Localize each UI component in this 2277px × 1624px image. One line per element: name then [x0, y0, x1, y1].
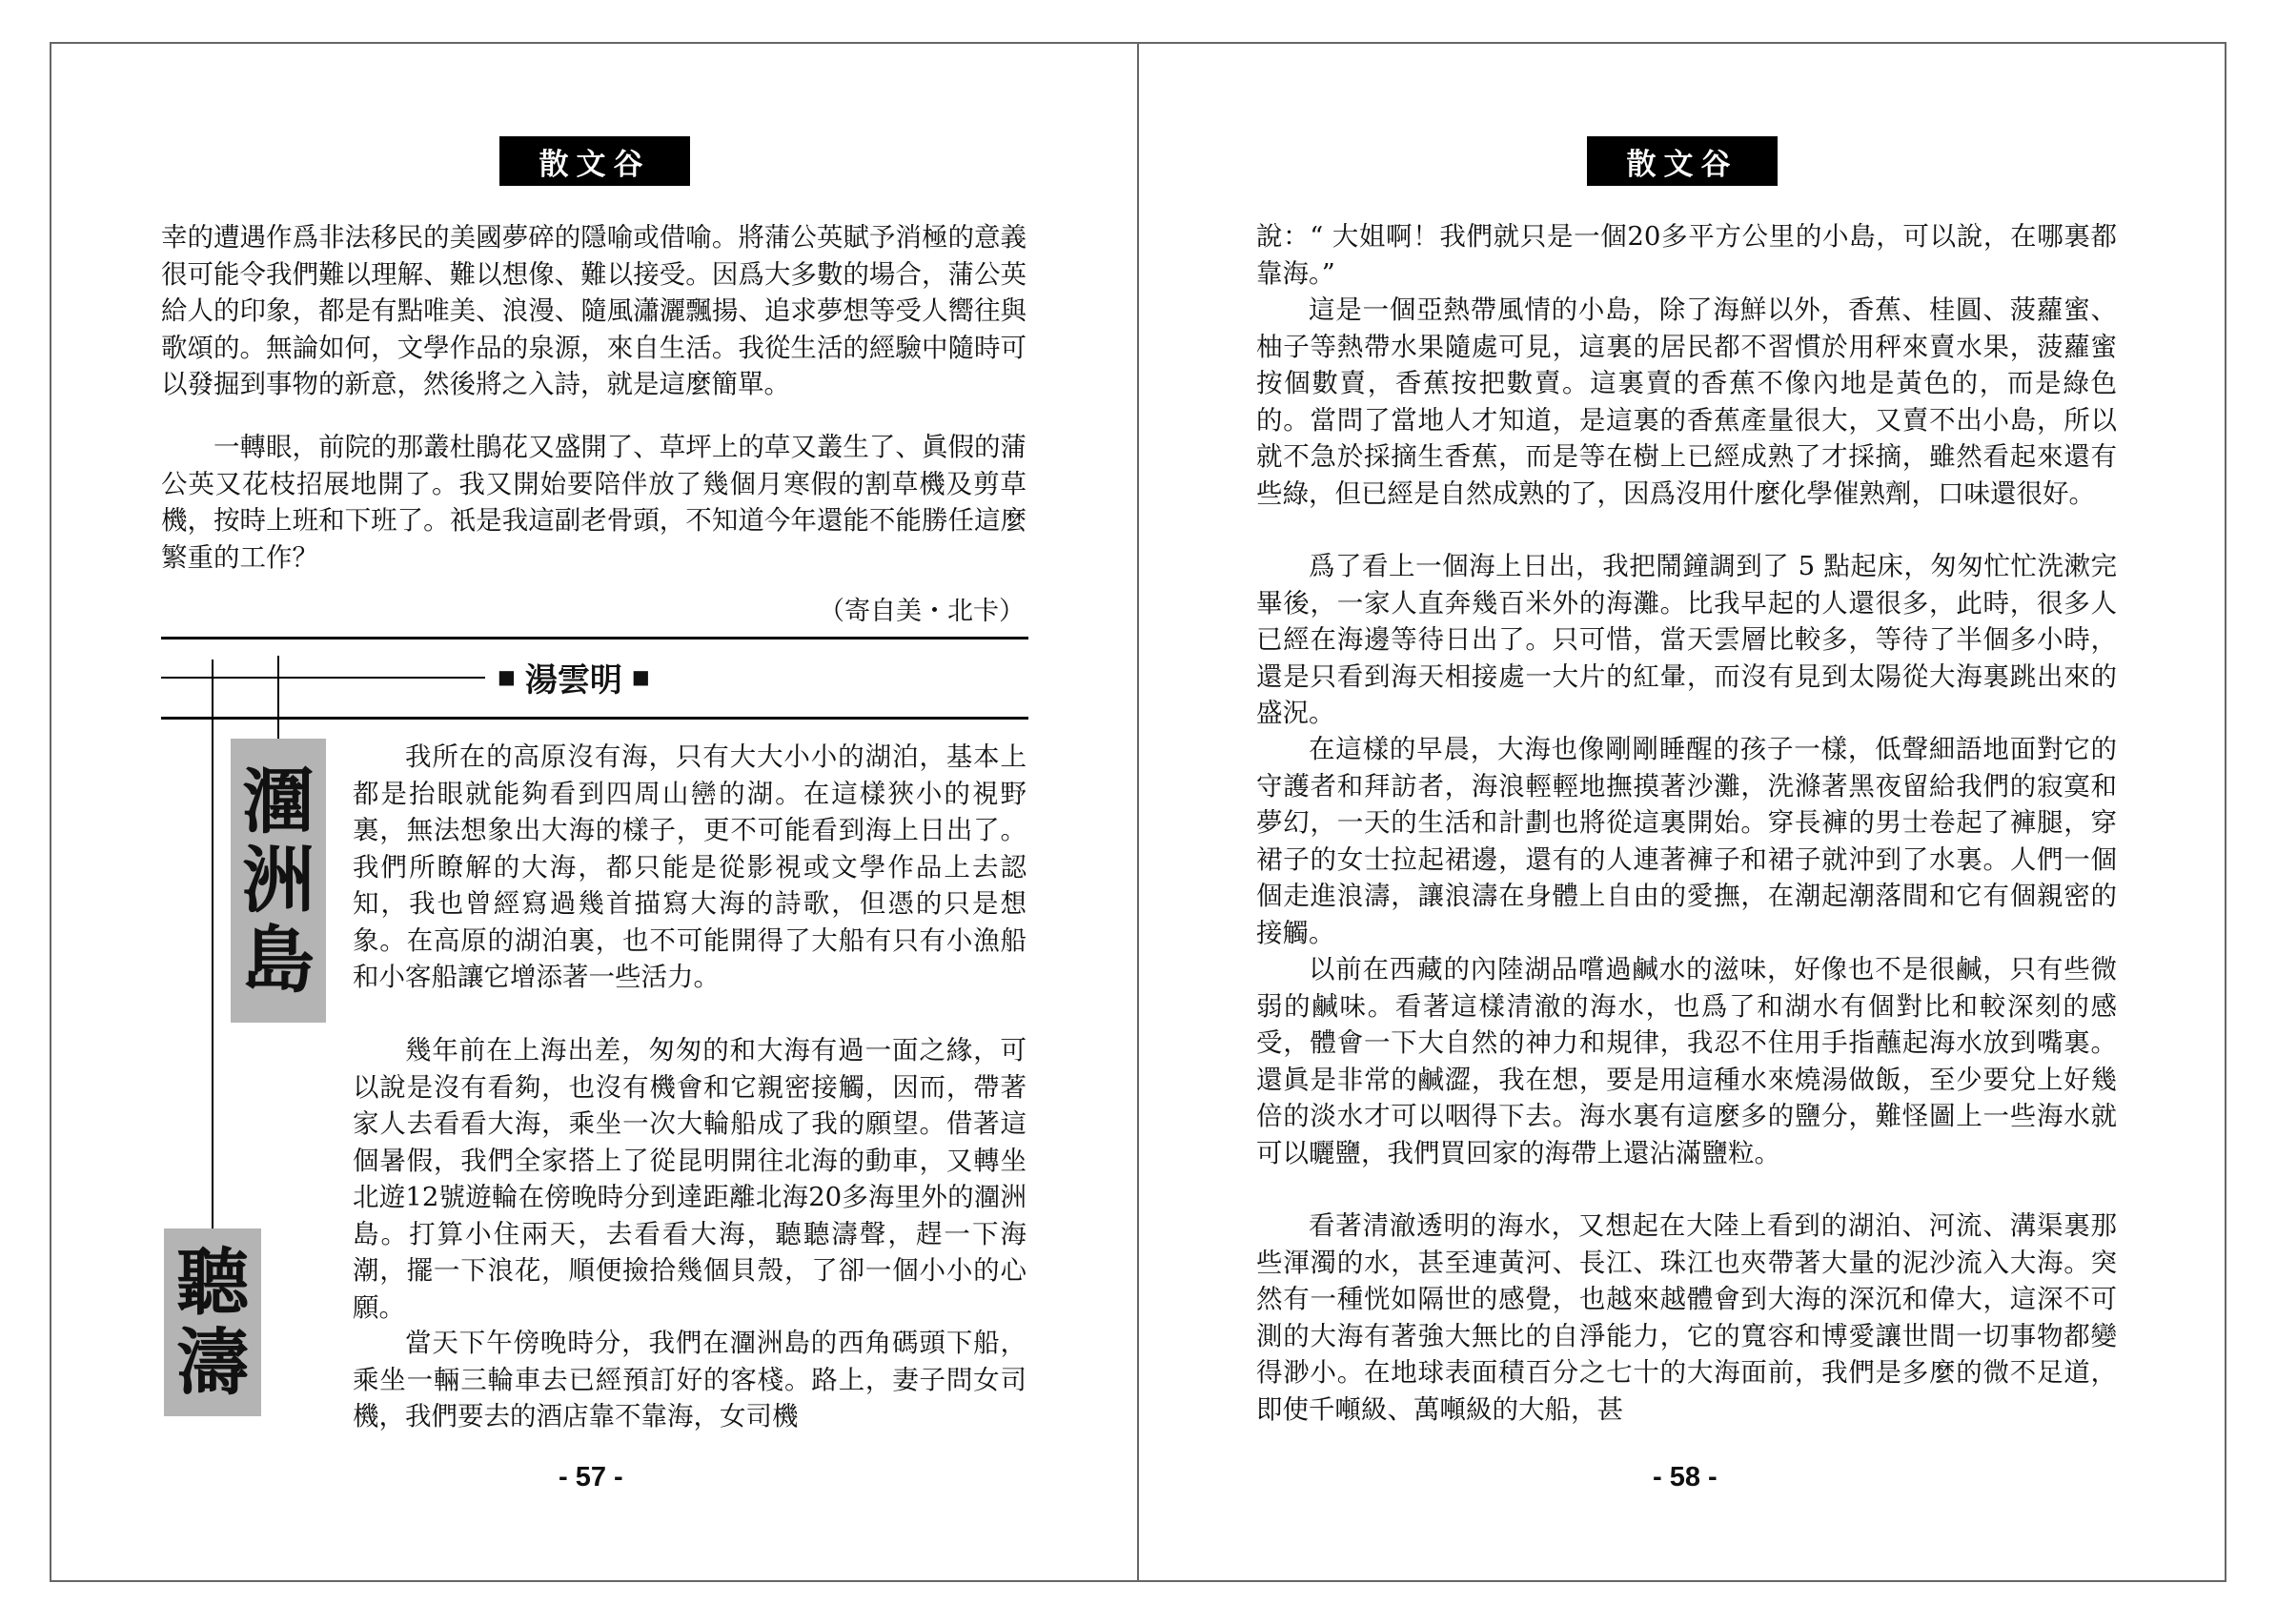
- section-rule: [161, 717, 1028, 720]
- column-header-left: 散文谷: [499, 136, 690, 186]
- page-number: - 57 -: [559, 1462, 623, 1492]
- title-character: 洲: [242, 838, 315, 924]
- title-character: 島: [242, 917, 315, 1003]
- paragraph: 一轉眼，前院的那叢杜鵑花又盛開了、草坪上的草又叢生了、眞假的蒲公英又花枝招展地開了。我又開始要陪伴放了幾個月寒假的割草機及剪草機，按時上班和下班了。祇是我這副老骨頭，不知道今年還能不能勝任這麼繁重的工作？: [161, 432, 1027, 573]
- paragraph: 幾年前在上海出差，匆匆的和大海有過一面之緣，可以說是沒有看夠，也沒有機會和它親密接觸，因而，帶著家人去看看大海，乘坐一次大輪船成了我的願望。借著這個暑假，我們全家搭上了從昆明開往北海的動車，又轉坐北遊12號遊輪在傍晚時分到達距離北海20多海里外的潿洲島。打算小住兩天，去看看大海，聽聽濤聲，趕一下海潮，擺一下浪花，順便撿拾幾個貝殼，了卻一個小小的心願。: [353, 1035, 1027, 1323]
- paragraph: 說：“ 大姐啊！我們就只是一個20多平方公里的小島，可以說，在哪裏都靠海。”: [1256, 221, 2117, 289]
- section-rule: [161, 637, 1028, 639]
- page-divider: [1137, 42, 1139, 1582]
- article-title: [231, 739, 326, 1023]
- square-mark-icon: ■: [631, 665, 650, 688]
- article-subtitle: [164, 1228, 261, 1416]
- author-byline: [498, 656, 783, 698]
- title-character: 潿: [242, 758, 315, 843]
- paragraph: 這是一個亞熱帶風情的小島，除了海鮮以外，香蕉、桂圓、菠蘿蜜、柚子等熱帶水果隨處可見，這裏的居民都不習慣於用秤來賣水果，菠蘿蜜按個數賣，香蕉按把數賣。這裏賣的香蕉不像內地是黃色的，而是綠色的。當問了當地人才知道，是這裏的香蕉產量很大，又賣不出小島，所以就不急於採摘生香蕉，而是等在樹上已經成熟了才採摘，雖然看起來還有些綠，但已經是自然成熟的了，因爲沒用什麼化學催熟劑，口味還很好。: [1256, 294, 2117, 509]
- square-mark-icon: ■: [498, 665, 516, 688]
- paragraph: 以前在西藏的內陸湖品嚐過鹹水的滋味，好像也不是很鹹，只有些微弱的鹹味。看著這樣清澈的海水，也爲了和湖水有個對比和較深刻的感受，體會一下大自然的神力和規律，我忍不住用手指蘸起海水放到嘴裏。還眞是非常的鹹澀，我在想，要是用這種水來燒湯做飯，至少要兌上好幾倍的淡水才可以咽得下去。海水裏有這麼多的鹽分，難怪圖上一些海水就可以曬鹽，我們買回家的海帶上還沾滿鹽粒。: [1256, 954, 2117, 1168]
- author-rule: [161, 677, 485, 679]
- paragraph: 當天下午傍晚時分，我們在潿洲島的西角碼頭下船，乘坐一輛三輪車去已經預訂好的客棧。路上，妻子問女司機，我們要去的酒店靠不靠海，女司機: [353, 1328, 1027, 1431]
- paragraph: 幸的遭遇作爲非法移民的美國夢碎的隱喻或借喻。將蒲公英賦予消極的意義很可能令我們難以理解、難以想像、難以接受。因爲大多數的場合，蒲公英給人的印象，都是有點唯美、浪漫、隨風瀟灑飄揚、追求夢想等受人嚮往與歌頌的。無論如何，文學作品的泉源，來自生活。我從生活的經驗中隨時可以發掘到事物的新意，然後將之入詩，就是這麼簡單。: [161, 222, 1027, 399]
- paragraph: 我所在的高原沒有海，只有大大小小的湖泊，基本上都是抬眼就能夠看到四周山巒的湖。在這樣狹小的視野裏，無法想象出大海的樣子，更不可能看到海上日出了。我們所瞭解的大海，都只能是從影視或文學作品上去認知，我也曾經寫過幾首描寫大海的詩歌，但憑的只是想象。在高原的湖泊裏，也不可能開得了大船有只有小漁船和小客船讓它增添著一些活力。: [353, 741, 1027, 992]
- paragraph: 看著清澈透明的海水，又想起在大陸上看到的湖泊、河流、溝渠裏那些渾濁的水，甚至連黃河、長江、珠江也夾帶著大量的泥沙流入大海。突然有一種恍如隔世的感覺，也越來越體會到大海的深沉和偉大，這深不可測的大海有著強大無比的自淨能力，它的寬容和博愛讓世間一切事物都變得渺小。在地球表面積百分之七十的大海面前，我們是多麼的微不足道，即使千噸級、萬噸級的大船，甚: [1256, 1210, 2117, 1425]
- decorative-line: [277, 656, 279, 740]
- subtitle-character: 聽: [176, 1239, 249, 1325]
- paragraph: 在這樣的早晨，大海也像剛剛睡醒的孩子一樣，低聲細語地面對它的守護者和拜訪者，海浪輕輕地撫摸著沙灘，洗滌著黑夜留給我們的寂寞和夢幻，一天的生活和計劃也將從這裏開始。穿長褲的男士卷起了褲腿，穿裙子的女士拉起裙邊，還有的人連著褲子和裙子就沖到了水裏。人們一個個走進浪濤，讓浪濤在身體上自由的愛撫，在潮起潮落間和它有個親密的接觸。: [1256, 734, 2117, 948]
- paragraph: 爲了看上一個海上日出，我把鬧鐘調到了 5 點起床，匆匆忙忙洗漱完畢後，一家人直奔幾百米外的海灘。比我早起的人還很多，此時，很多人已經在海邊等待日出了。只可惜，當天雲層比較多，等待了半個多小時，還是只看到海天相接處一大片的紅暈，而沒有見到太陽從大海裏跳出來的盛況。: [1256, 551, 2117, 728]
- decorative-line: [212, 660, 213, 1229]
- column-header-right: 散文谷: [1587, 136, 1778, 186]
- subtitle-character: 濤: [176, 1319, 249, 1405]
- page-number: - 58 -: [1653, 1462, 1718, 1492]
- author-name: 湯雲明: [524, 660, 622, 700]
- citation: （寄自美・北卡）: [819, 597, 1025, 626]
